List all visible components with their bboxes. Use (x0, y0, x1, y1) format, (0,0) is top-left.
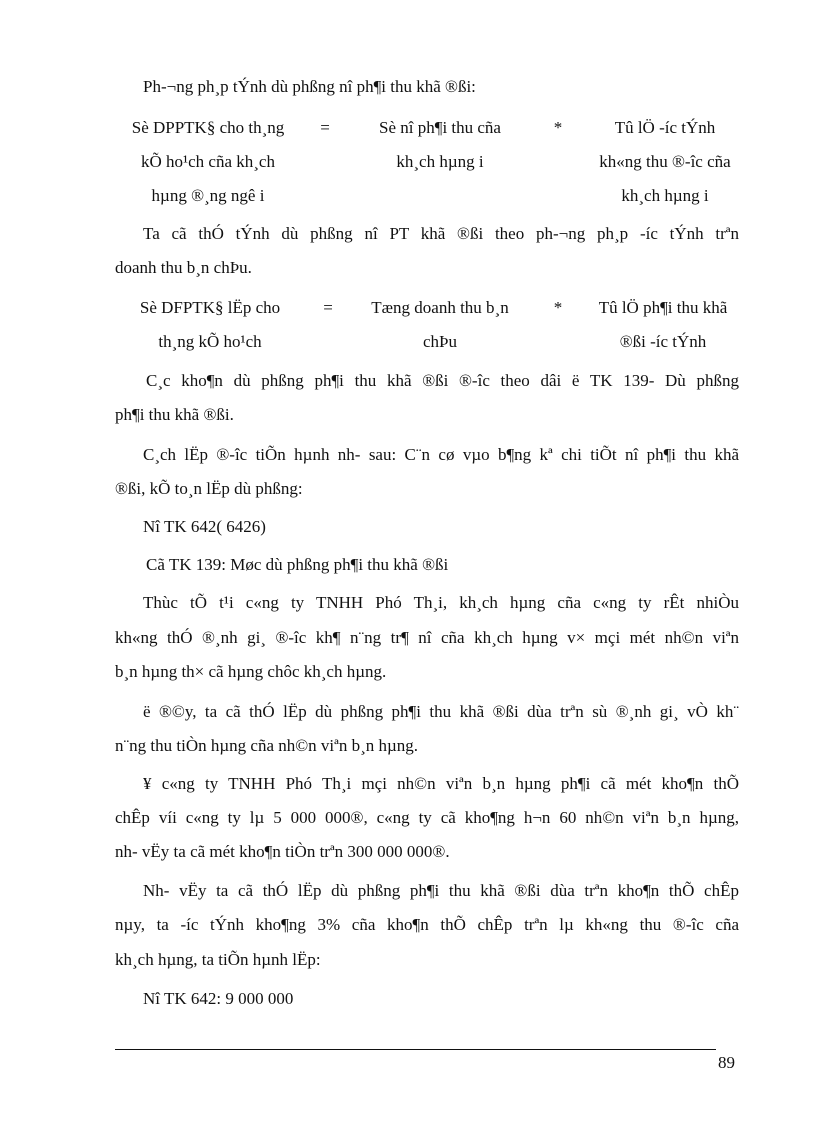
formula-1-left-line-3: hµng ®¸ng ngê i (151, 186, 265, 205)
page-number: 89 (718, 1053, 735, 1072)
paragraph-7-line-2: chÊp víi c«ng ty lµ 5 000 000®, c«ng ty cã kho¶ng h¬n 60 nh©n viªn b¸n hµng, (115, 808, 739, 827)
paragraph-7-line-1: ¥ c«ng ty TNHH Phó Th¸i mçi nh©n viªn b¸n hµng ph¶i cã mét kho¶n thÕ (143, 774, 739, 793)
formula-2-equals: = (323, 298, 333, 317)
paragraph-4-line-1: C¸ch lËp ®-îc tiÕn hµnh nh- sau: C¨n cø vµo b¶ng kª chi tiÕt nî ph¶i thu khã (143, 445, 739, 464)
formula-2-right-line-1: Tû lÖ ph¶i thu khã (598, 298, 728, 317)
formula-2-right-line-2: ®ßi -íc tÝnh (619, 332, 707, 351)
paragraph-7-line-3: nh- vËy ta cã mét kho¶n tiÒn trªn 300 000 000®. (115, 842, 450, 861)
paragraph-5-line-3: b¸n hµng th× cã hµng chôc kh¸ch hµng. (115, 662, 387, 681)
formula-1-right-line-3: kh¸ch hµng i (621, 186, 709, 205)
paragraph-3-line-2: ph¶i thu khã ®ßi. (115, 405, 234, 424)
paragraph-8-line-2: nµy, ta -íc tÝnh kho¶ng 3% cña kho¶n thÕ chÊp trªn lµ kh«ng thu ®-îc cña (115, 915, 739, 934)
paragraph-6-line-2: n¨ng thu tiÒn hµng cña nh©n viªn b¸n hµng. (115, 736, 419, 755)
formula-2-left-line-2: th¸ng kÕ ho¹ch (158, 332, 262, 351)
paragraph-2-line-1: Ta cã thÓ tÝnh dù phßng nî PT khã ®ßi theo ph-¬ng ph¸p -íc tÝnh trªn (143, 224, 739, 243)
formula-1-left-line-2: kÕ ho¹ch cña kh¸ch (141, 152, 275, 171)
journal-entry-final: Nî TK 642: 9 000 000 (143, 989, 294, 1008)
journal-entry-credit: Cã TK 139: Møc dù phßng ph¶i thu khã ®ßi (146, 555, 449, 574)
formula-1-mid-line-1: Sè nî ph¶i thu cña (379, 118, 501, 137)
formula-1-mid-line-2: kh¸ch hµng i (396, 152, 484, 171)
paragraph-3-line-1: C¸c kho¶n dù phßng ph¶i thu khã ®ßi ®-îc theo dâi ë TK 139- Dù phßng (146, 371, 739, 390)
journal-entry-debit: Nî TK 642( 6426) (143, 517, 266, 536)
formula-1-equals: = (320, 118, 330, 137)
method-heading: Ph-¬ng ph¸p tÝnh dù phßng nî ph¶i thu khã ®ßi: (143, 77, 476, 96)
formula-2-multiply: * (553, 298, 563, 317)
paragraph-2-line-2: doanh thu b¸n chÞu. (115, 258, 252, 277)
formula-2-mid-line-2: chÞu (423, 332, 457, 351)
paragraph-8-line-1: Nh- vËy ta cã thÓ lËp dù phßng ph¶i thu khã ®ßi dùa trªn kho¶n thÕ chÊp (143, 881, 739, 900)
paragraph-5-line-1: Thùc tÕ t¹i c«ng ty TNHH Phó Th¸i, kh¸ch hµng cña c«ng ty rÊt nhiÒu (143, 593, 739, 612)
formula-1-right-line-1: Tû lÖ -íc tÝnh (614, 118, 716, 137)
formula-1-multiply: * (553, 118, 563, 137)
paragraph-5-line-2: kh«ng thÓ ®¸nh gi¸ ®-îc kh¶ n¨ng tr¶ nî cña kh¸ch hµng v× mçi mét nh©n viªn (115, 628, 739, 647)
paragraph-4-line-2: ®ßi, kÕ to¸n lËp dù phßng: (115, 479, 303, 498)
formula-1-right-line-2: kh«ng thu ®-îc cña (599, 152, 731, 171)
paragraph-8-line-3: kh¸ch hµng, ta tiÕn hµnh lËp: (115, 950, 321, 969)
paragraph-6-line-1: ë ®©y, ta cã thÓ lËp dù phßng ph¶i thu khã ®ßi dùa trªn sù ®¸nh gi¸ vÒ kh¨ (143, 702, 739, 721)
formula-2-left-line-1: Sè DFPTK§ lËp cho (139, 298, 281, 317)
footer-divider (115, 1049, 716, 1050)
formula-2-mid-line-1: Tæng doanh thu b¸n (371, 298, 509, 317)
formula-1-left-line-1: Sè DPPTK§ cho th¸ng (131, 118, 285, 137)
